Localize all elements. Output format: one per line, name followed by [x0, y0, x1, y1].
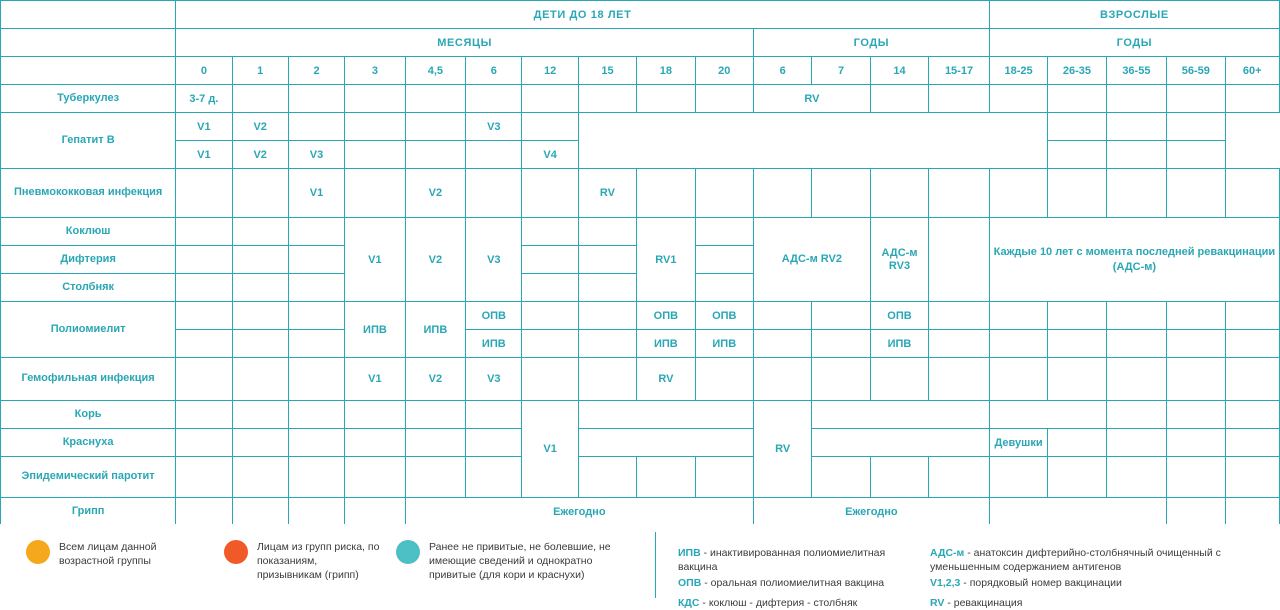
- cell-flu-adults-risk: [989, 498, 1166, 526]
- cell-par-y14: [870, 457, 928, 498]
- cell-pn-45: V2: [405, 169, 465, 218]
- cell-pn-0: [176, 169, 232, 218]
- row-label-pertussis: Коклюш: [1, 218, 176, 246]
- abbr-rv-key: RV: [930, 597, 945, 609]
- cell-kor-a4: [1167, 401, 1225, 429]
- cell-tb-1: [232, 85, 288, 113]
- cell-kds-18: RV1: [637, 218, 695, 302]
- cell-hepb-risk-3: [345, 141, 405, 169]
- abbr-v123-text: - порядковый номер вакцинации: [960, 577, 1122, 589]
- cell-tb-12: [522, 85, 578, 113]
- row-polio-ipv: [1, 330, 1280, 358]
- row-measles: [1, 401, 1280, 429]
- row-label-tuberculosis: Туберкулез: [1, 85, 176, 113]
- cell-hepb-6: V3: [466, 113, 522, 141]
- cell-hepb-0: V1: [176, 113, 232, 141]
- cell-pn-20: [695, 169, 753, 218]
- cell-hepb-risk-a4: [1106, 141, 1166, 169]
- row-label-diphtheria: Дифтерия: [1, 246, 176, 274]
- row-tuberculosis: [1, 85, 1280, 113]
- cell-gri-3: [345, 498, 405, 526]
- abbr-ipv: [678, 546, 918, 574]
- cell-stl-15: [578, 274, 636, 302]
- row-influenza: [1, 498, 1280, 526]
- cell-poli-y6: [753, 330, 811, 358]
- cell-par-a4: [1167, 457, 1225, 498]
- cell-pol-20-ipv: ИПВ: [695, 330, 753, 358]
- row-rubella: [1, 429, 1280, 457]
- col-age-y15-17: 15-17: [929, 57, 990, 85]
- cell-dif-0: [176, 246, 232, 274]
- abbr-opv: [678, 576, 918, 590]
- cell-par-a5: [1225, 457, 1279, 498]
- cell-hepb-risk-6: [466, 141, 522, 169]
- cell-poli-a5: [1225, 330, 1279, 358]
- header-adult-years: ГОДЫ: [989, 29, 1279, 57]
- header-row-mid: [1, 29, 1280, 57]
- cell-pol-1: [232, 302, 288, 330]
- cell-kds-y6: АДС-м RV2: [753, 218, 870, 302]
- legend-text-catchup: Ранее не привитые, не болевшие, не имеющие сведений и однократно привитые (для кори и краснухи): [429, 541, 611, 582]
- header-adults: ВЗРОСЛЫЕ: [989, 1, 1279, 29]
- cell-hib-3: V1: [345, 358, 405, 401]
- legend-divider: [655, 532, 656, 598]
- row-label-tetanus: Столбняк: [1, 274, 176, 302]
- cell-kra-2: [288, 429, 344, 457]
- cell-pol-a2: [1048, 302, 1106, 330]
- cell-hepb-risk-2: V3: [288, 141, 344, 169]
- corner-blank-2: [1, 29, 176, 57]
- cell-stl-12: [522, 274, 578, 302]
- cell-poli-a2: [1048, 330, 1106, 358]
- cell-poli-y15: [929, 330, 990, 358]
- cell-pol-20-opv: ОПВ: [695, 302, 753, 330]
- cell-pol-a4: [1167, 302, 1225, 330]
- cell-tb-a5: [1225, 85, 1279, 113]
- cell-tb-a3: [1106, 85, 1166, 113]
- cell-hib-y15: [929, 358, 990, 401]
- cell-hepb-risk-a3: [1048, 141, 1106, 169]
- cell-tb-y14: [870, 85, 928, 113]
- cell-hib-45: V2: [405, 358, 465, 401]
- cell-pol-18-opv: ОПВ: [637, 302, 695, 330]
- cell-pn-y7: [812, 169, 870, 218]
- abbr-ads-text: - анатоксин дифтерийно-столбнячный очищенный с уменьшенным содержанием антигенов: [930, 547, 1221, 574]
- row-label-hepatitis-b: Гепатит В: [1, 113, 176, 169]
- cell-tb-a4: [1167, 85, 1225, 113]
- cell-pn-15: RV: [578, 169, 636, 218]
- abbr-ads-key: АДС-м: [930, 547, 965, 559]
- cell-kds-6: V3: [466, 218, 522, 302]
- cell-hepb-1: V2: [232, 113, 288, 141]
- cell-hib-0: [176, 358, 232, 401]
- row-hepatitis-b: [1, 113, 1280, 141]
- cell-par-6: [466, 457, 522, 498]
- cell-kds-20: [695, 218, 753, 246]
- cell-hib-15: [578, 358, 636, 401]
- cell-par-45: [405, 457, 465, 498]
- cell-kds-45: V2: [405, 218, 465, 302]
- cell-pol-6-ipv: ИПВ: [466, 330, 522, 358]
- legend-item-catchup: [396, 540, 626, 583]
- cell-tb-0: 3-7 д.: [176, 85, 232, 113]
- cell-hib-a2: [1048, 358, 1106, 401]
- cell-kds-adults: Каждые 10 лет с момента последней ревакцинации (АДС-м): [989, 218, 1279, 302]
- cell-kds-1: [232, 218, 288, 246]
- cell-pn-a5: [1225, 169, 1279, 218]
- cell-hepb-a3: [1048, 113, 1106, 141]
- cell-hib-a3: [1106, 358, 1166, 401]
- col-age-15: 15: [578, 57, 636, 85]
- cell-kor-0: [176, 401, 232, 429]
- col-age-6: 6: [466, 57, 522, 85]
- cell-pn-6: [466, 169, 522, 218]
- cell-tb-y6: RV: [753, 85, 870, 113]
- cell-pol-15: [578, 302, 636, 330]
- cell-poli-a4: [1167, 330, 1225, 358]
- cell-poli-2: [288, 330, 344, 358]
- cell-kor-1: [232, 401, 288, 429]
- col-age-y7: 7: [812, 57, 870, 85]
- cell-poli-15: [578, 330, 636, 358]
- col-age-1: 1: [232, 57, 288, 85]
- cell-gri-1: [232, 498, 288, 526]
- col-age-2: 2: [288, 57, 344, 85]
- cell-kor-3: [345, 401, 405, 429]
- cell-kra-catchup1: [578, 429, 753, 457]
- cell-tb-15: [578, 85, 636, 113]
- cell-stl-0: [176, 274, 232, 302]
- cell-tb-y15: [929, 85, 990, 113]
- cell-pn-y14: [870, 169, 928, 218]
- cell-kds-y15: [929, 218, 990, 302]
- cell-pn-a1: [989, 169, 1047, 218]
- cell-dif-12: [522, 246, 578, 274]
- legend-item-all: [26, 540, 196, 568]
- cell-poli-a1: [989, 330, 1047, 358]
- cell-hepb-catchup: [578, 113, 1047, 169]
- cell-par-1: [232, 457, 288, 498]
- header-child-years: ГОДЫ: [753, 29, 989, 57]
- cell-pn-a4: [1167, 169, 1225, 218]
- cell-pol-45-ipv: ИПВ: [405, 302, 465, 358]
- col-age-4-5: 4,5: [405, 57, 465, 85]
- cell-pol-0: [176, 302, 232, 330]
- cell-pol-a3: [1106, 302, 1166, 330]
- cell-kor-a3: [1106, 401, 1166, 429]
- cell-pol-y14-opv: ОПВ: [870, 302, 928, 330]
- cell-par-2: [288, 457, 344, 498]
- legend-dot-catchup-icon: [396, 540, 420, 564]
- cell-pn-12: [522, 169, 578, 218]
- row-label-measles: Корь: [1, 401, 176, 429]
- cell-pn-a2: [1048, 169, 1106, 218]
- cell-gri-0: [176, 498, 232, 526]
- cell-pol-12: [522, 302, 578, 330]
- abbr-opv-text: - оральная полиомиелитная вакцина: [701, 577, 885, 589]
- cell-hepb-45: [405, 113, 465, 141]
- cell-tb-6: [466, 85, 522, 113]
- legend-text-all: Всем лицам данной возрастной группы: [59, 541, 157, 568]
- cell-hepb-a5: [1167, 113, 1225, 141]
- cell-tb-2: [288, 85, 344, 113]
- cell-hepb-risk-a5: [1167, 141, 1225, 169]
- cell-kor-6: [466, 401, 522, 429]
- cell-kds-0: [176, 218, 232, 246]
- cell-poli-a3: [1106, 330, 1166, 358]
- cell-pol-2: [288, 302, 344, 330]
- cell-kra-1: [232, 429, 288, 457]
- legend-text-risk: Лицам из групп риска, по показаниям, призывникам (грипп): [257, 541, 380, 582]
- cell-par-0: [176, 457, 232, 498]
- cell-dif-20: [695, 246, 753, 274]
- cell-hepb-3: [345, 113, 405, 141]
- cell-par-y7: [812, 457, 870, 498]
- cell-kra-a4: [1167, 429, 1225, 457]
- cell-flu-children: Ежегодно: [405, 498, 753, 526]
- row-polio-opv: [1, 302, 1280, 330]
- abbr-opv-key: ОПВ: [678, 577, 702, 589]
- legend-item-risk: [224, 540, 384, 583]
- cell-tb-20: [695, 85, 753, 113]
- cell-pol-a5: [1225, 302, 1279, 330]
- cell-hepb-risk-1: V2: [232, 141, 288, 169]
- col-age-3: 3: [345, 57, 405, 85]
- cell-hib-y6: [753, 358, 811, 401]
- cell-hepb-risk-0: V1: [176, 141, 232, 169]
- cell-par-20: [695, 457, 753, 498]
- abbr-v123: [930, 576, 1260, 590]
- header-row-ages: [1, 57, 1280, 85]
- cell-dif-15: [578, 246, 636, 274]
- cell-stl-1: [232, 274, 288, 302]
- col-age-20: 20: [695, 57, 753, 85]
- cell-kra-a5: [1225, 429, 1279, 457]
- cell-pol-6-opv: ОПВ: [466, 302, 522, 330]
- abbr-rv: [930, 596, 1260, 610]
- cell-kor-2: [288, 401, 344, 429]
- cell-poli-y7: [812, 330, 870, 358]
- cell-par-y15: [929, 457, 990, 498]
- cell-kds-3: V1: [345, 218, 405, 302]
- row-label-polio: Полиомиелит: [1, 302, 176, 358]
- row-label-hib: Гемофильная инфекция: [1, 358, 176, 401]
- row-label-rubella: Краснуха: [1, 429, 176, 457]
- cell-hib-1: [232, 358, 288, 401]
- cell-hepb-2: [288, 113, 344, 141]
- cell-par-a3: [1106, 457, 1166, 498]
- cell-kra-45: [405, 429, 465, 457]
- abbr-rv-text: - ревакцинация: [944, 597, 1023, 609]
- cell-hib-18: RV: [637, 358, 695, 401]
- header-months: МЕСЯЦЫ: [176, 29, 754, 57]
- cell-hib-20: [695, 358, 753, 401]
- corner-blank: [1, 1, 176, 29]
- cell-hepb-risk-12: V4: [522, 141, 578, 169]
- cell-rubella-girls: Девушки: [989, 429, 1047, 457]
- cell-pn-18: [637, 169, 695, 218]
- row-hib: [1, 358, 1280, 401]
- cell-hepb-a4: [1106, 113, 1166, 141]
- cell-flu-years: Ежегодно: [753, 498, 989, 526]
- cell-gri-2: [288, 498, 344, 526]
- cell-flu-60plus: [1225, 498, 1279, 526]
- row-label-mumps: Эпидемический паротит: [1, 457, 176, 498]
- col-age-18: 18: [637, 57, 695, 85]
- cell-kds-2: [288, 218, 344, 246]
- row-pertussis: [1, 218, 1280, 246]
- cell-mmr-y6: RV: [753, 401, 811, 498]
- cell-tb-3: [345, 85, 405, 113]
- cell-kor-catchup2: [812, 401, 989, 429]
- cell-dif-1: [232, 246, 288, 274]
- cell-pn-a3: [1106, 169, 1166, 218]
- cell-tb-18: [637, 85, 695, 113]
- abbr-ipv-key: ИПВ: [678, 547, 701, 559]
- cell-hib-12: [522, 358, 578, 401]
- abbr-kds: [678, 596, 918, 610]
- legend-dot-all-icon: [26, 540, 50, 564]
- cell-hib-y7: [812, 358, 870, 401]
- cell-hib-a5: [1225, 358, 1279, 401]
- row-mumps: [1, 457, 1280, 498]
- cell-kra-3: [345, 429, 405, 457]
- cell-par-18: [637, 457, 695, 498]
- cell-kor-catchup3: [989, 401, 1106, 429]
- cell-kra-catchup3: [1048, 429, 1106, 457]
- cell-kra-0: [176, 429, 232, 457]
- cell-kor-a5: [1225, 401, 1279, 429]
- cell-tb-a2: [1048, 85, 1106, 113]
- cell-pol-a1: [989, 302, 1047, 330]
- cell-kra-a3: [1106, 429, 1166, 457]
- abbr-ipv-text: - инактивированная полиомиелитная вакцина: [678, 547, 886, 574]
- abbr-kds-key: КДС: [678, 597, 700, 609]
- col-age-56-59: 56-59: [1167, 57, 1225, 85]
- cell-poli-1: [232, 330, 288, 358]
- col-age-18-25: 18-25: [989, 57, 1047, 85]
- cell-hib-a1: [989, 358, 1047, 401]
- legend-dot-risk-icon: [224, 540, 248, 564]
- row-label-pneumococcal: Пневмококковая инфекция: [1, 169, 176, 218]
- cell-kra-6: [466, 429, 522, 457]
- cell-kra-catchup2: [812, 429, 989, 457]
- cell-tb-a1: [989, 85, 1047, 113]
- col-age-26-35: 26-35: [1048, 57, 1106, 85]
- col-age-12: 12: [522, 57, 578, 85]
- cell-pn-y6: [753, 169, 811, 218]
- cell-hib-y14: [870, 358, 928, 401]
- cell-poli-12: [522, 330, 578, 358]
- cell-hib-6: V3: [466, 358, 522, 401]
- cell-par-a1: [989, 457, 1047, 498]
- cell-pn-2: V1: [288, 169, 344, 218]
- cell-tb-45: [405, 85, 465, 113]
- col-age-y14: 14: [870, 57, 928, 85]
- cell-par-a2: [1048, 457, 1106, 498]
- row-pneumococcal: [1, 169, 1280, 218]
- col-age-36-55: 36-55: [1106, 57, 1166, 85]
- cell-pn-y15: [929, 169, 990, 218]
- cell-par-3: [345, 457, 405, 498]
- header-children: ДЕТИ ДО 18 ЛЕТ: [176, 1, 990, 29]
- cell-hib-a4: [1167, 358, 1225, 401]
- cell-stl-20: [695, 274, 753, 302]
- cell-pol-18-ipv: ИПВ: [637, 330, 695, 358]
- abbr-ads: [930, 546, 1260, 574]
- col-age-60plus: 60+: [1225, 57, 1279, 85]
- cell-hepb-risk-45: [405, 141, 465, 169]
- cell-kds-y14: АДС-м RV3: [870, 218, 928, 302]
- cell-kor-45: [405, 401, 465, 429]
- col-age-y6: 6: [753, 57, 811, 85]
- abbr-kds-text: - коклюш - дифтерия - столбняк: [699, 597, 858, 609]
- cell-par-15: [578, 457, 636, 498]
- corner-blank-3: [1, 57, 176, 85]
- abbr-v123-key: V1,2,3: [930, 577, 961, 589]
- cell-pol-y14-ipv: ИПВ: [870, 330, 928, 358]
- legend: [0, 524, 1280, 609]
- cell-poli-0: [176, 330, 232, 358]
- cell-pn-3: [345, 169, 405, 218]
- cell-stl-2: [288, 274, 344, 302]
- cell-pol-y15: [929, 302, 990, 330]
- col-age-0: 0: [176, 57, 232, 85]
- cell-kds-15: [578, 218, 636, 246]
- cell-pol-y6: [753, 302, 811, 330]
- cell-hib-2: [288, 358, 344, 401]
- cell-gri-a4: [1167, 498, 1225, 526]
- cell-pol-y7: [812, 302, 870, 330]
- header-row-top: [1, 1, 1280, 29]
- cell-kds-12: [522, 218, 578, 246]
- cell-pol-3-ipv: ИПВ: [345, 302, 405, 358]
- cell-kor-catchup1: [578, 401, 753, 429]
- cell-hepb-12: [522, 113, 578, 141]
- cell-mmr-12: V1: [522, 401, 578, 498]
- cell-dif-2: [288, 246, 344, 274]
- cell-pn-1: [232, 169, 288, 218]
- row-label-influenza: Грипп: [1, 498, 176, 526]
